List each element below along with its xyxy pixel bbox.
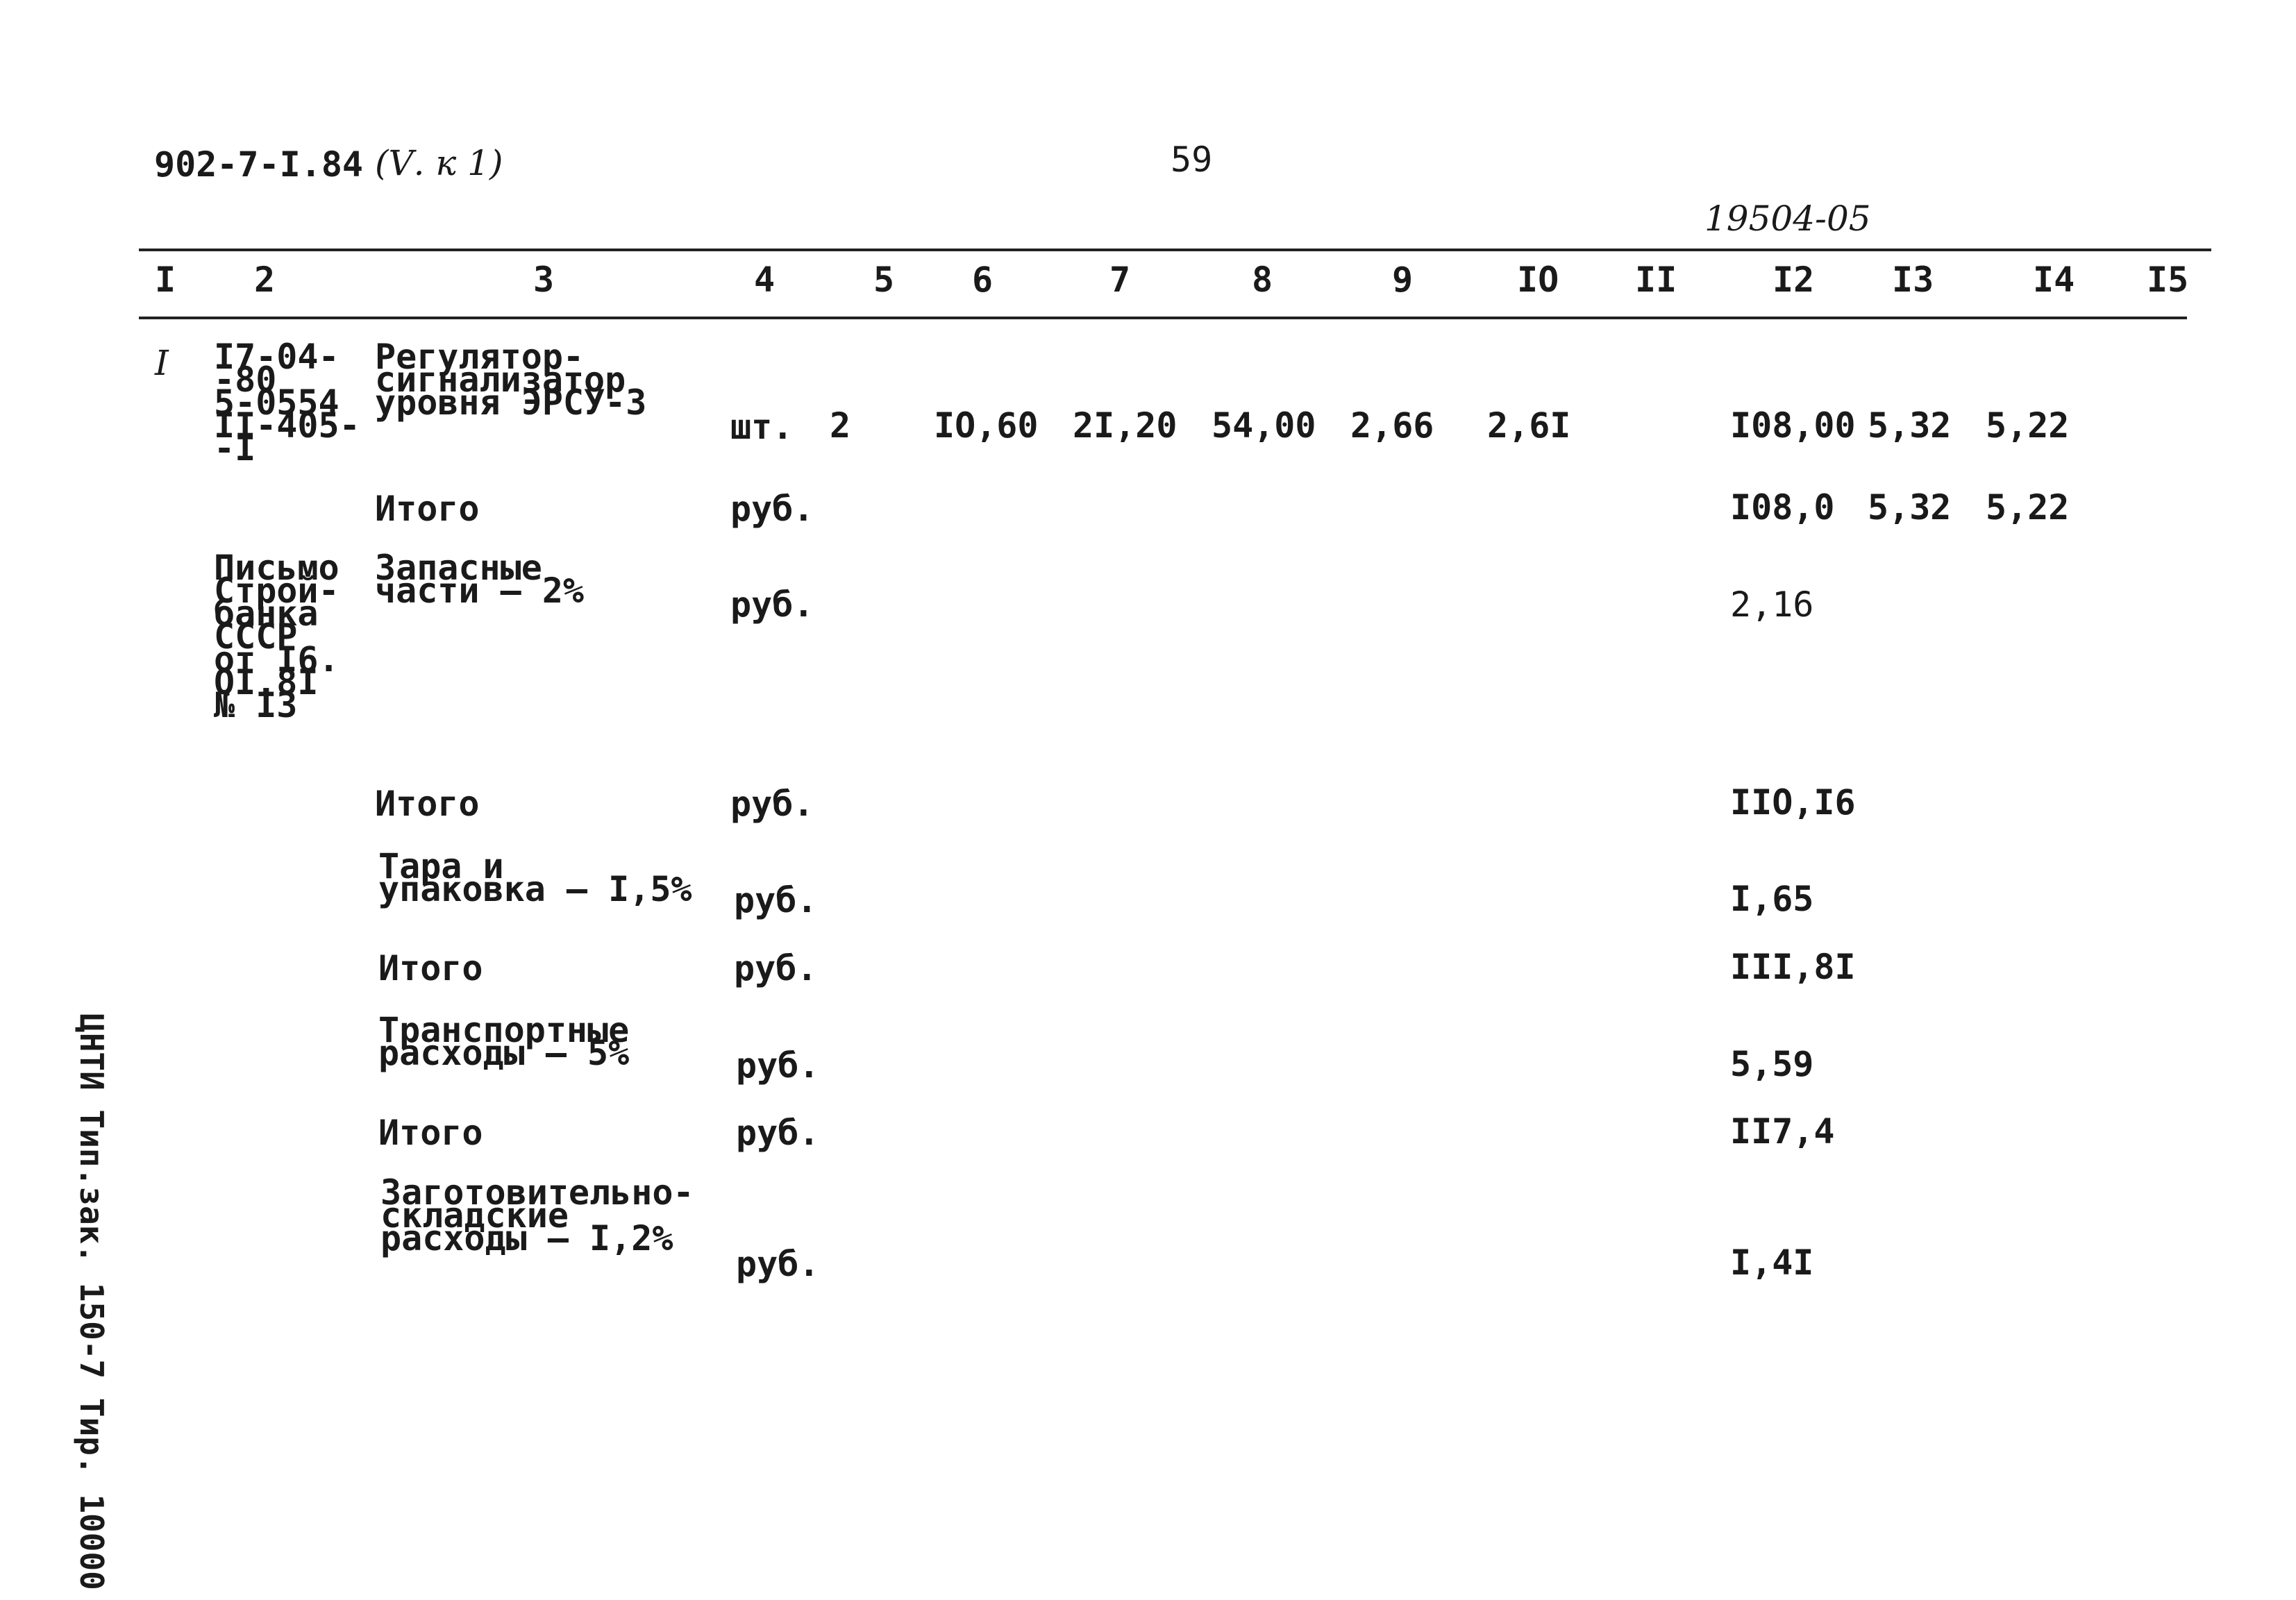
header-top-rule — [139, 249, 2211, 251]
row-col12: I,4I — [1730, 1243, 1814, 1283]
col-header: 4 — [754, 260, 776, 300]
row-label: Итого — [375, 784, 480, 824]
col-header: I2 — [1773, 260, 1815, 300]
item-col13: 5,32 — [1868, 405, 1952, 446]
row-unit: руб. — [730, 784, 814, 824]
item-name: Регулятор- сигнализатор уровня ЭРСУ-3 — [375, 337, 647, 423]
printer-imprint: ЦНТИ Тип.зак. 150-7 Тир. 10000 — [73, 1013, 110, 1590]
row-col12: III,8I — [1730, 947, 1856, 987]
stamp-number: 19504-05 — [1704, 199, 1871, 239]
row-col12: II7,4 — [1730, 1111, 1835, 1152]
row-label: Транспортные расходы – 5% — [378, 1010, 630, 1073]
row-unit: руб. — [736, 1244, 820, 1284]
row-unit: руб. — [730, 584, 814, 625]
document-code: 902-7-I.84 — [154, 144, 364, 185]
col-header: I3 — [1892, 260, 1934, 300]
col-header: II — [1635, 260, 1677, 300]
col-header: I4 — [2033, 260, 2075, 300]
col-header: 3 — [533, 260, 555, 300]
row-label: Итого — [378, 1113, 483, 1153]
row-col12: 2,16 — [1730, 584, 1814, 625]
col-header: I5 — [2147, 260, 2189, 300]
row-col12: 5,59 — [1730, 1044, 1814, 1084]
row-col14: 5,22 — [1986, 487, 2070, 528]
item-col10: 2,6I — [1487, 405, 1571, 446]
header-bottom-rule — [139, 317, 2187, 319]
item-number: I — [155, 343, 169, 383]
col-header: 5 — [873, 260, 895, 300]
item-col9: 2,66 — [1350, 405, 1434, 446]
row-label: Заготовительно- складские расходы – I,2% — [380, 1172, 694, 1258]
col-header: I — [155, 260, 176, 300]
row-label: Итого — [378, 948, 483, 988]
item-col14: 5,22 — [1986, 405, 2070, 446]
row-col13: 5,32 — [1868, 487, 1952, 528]
row-unit: руб. — [736, 1113, 820, 1153]
row-unit: руб. — [730, 489, 814, 529]
source-note: Письмо Строй- банка СССР от I6. OI.8I № I3 — [214, 548, 340, 725]
row-col12: I08,0 — [1730, 487, 1835, 528]
col-header: IO — [1517, 260, 1559, 300]
item-col6: IO,60 — [934, 405, 1039, 446]
row-col12: I,65 — [1730, 879, 1814, 919]
item-col12: I08,00 — [1730, 405, 1856, 446]
row-label: Итого — [375, 489, 480, 529]
volume-note: (Ⅴ. к 1) — [375, 143, 503, 183]
item-qty: 2 — [830, 405, 851, 446]
col-header: 9 — [1392, 260, 1414, 300]
page-number: 59 — [1171, 140, 1213, 180]
col-header: 8 — [1252, 260, 1273, 300]
row-label: Тара и упаковка – I,5% — [378, 846, 692, 909]
item-col7: 2I,20 — [1073, 405, 1178, 446]
row-unit: руб. — [736, 1045, 820, 1086]
col-header: 2 — [254, 260, 276, 300]
col-header: 7 — [1109, 260, 1131, 300]
col-header: 6 — [972, 260, 994, 300]
item-unit: шт. — [730, 407, 794, 447]
row-label: Запасные части – 2% — [375, 548, 585, 611]
item-code: I7-04- -80 5-0554 II-405- -I — [214, 337, 360, 469]
row-unit: руб. — [734, 948, 818, 988]
row-col12: IIO,I6 — [1730, 782, 1856, 823]
item-col8: 54,00 — [1212, 405, 1316, 446]
row-unit: руб. — [734, 880, 818, 920]
